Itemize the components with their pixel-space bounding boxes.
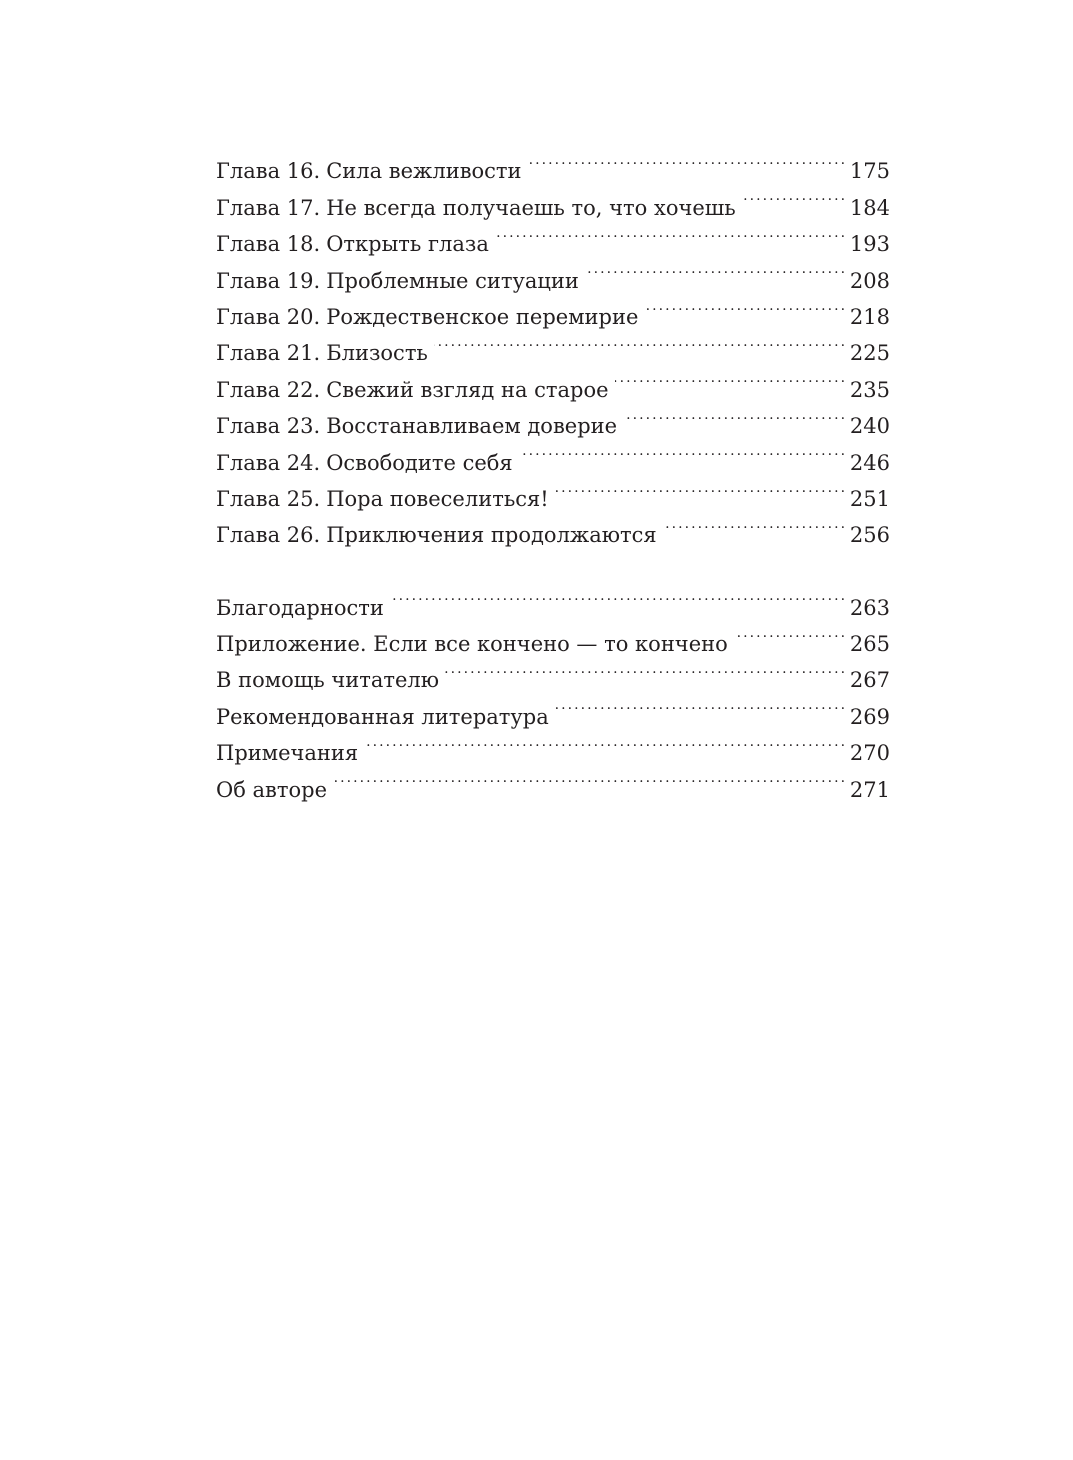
toc-chapter-label: Глава 20. xyxy=(216,304,321,329)
toc-page-number: 208 xyxy=(849,268,890,293)
toc-chapter-title: Приключения продолжаются xyxy=(326,523,657,548)
toc-chapter-label: Глава 23. xyxy=(216,414,321,439)
dot-leader xyxy=(333,760,844,796)
dot-leader xyxy=(623,397,844,433)
dot-leader xyxy=(734,615,844,651)
toc-page-number: 269 xyxy=(849,704,890,729)
toc-chapter-title: Свежий взгляд на старое xyxy=(326,377,609,402)
toc-entry-title: Благодарности xyxy=(216,595,384,620)
table-of-contents xyxy=(216,142,890,802)
toc-entry-title: Приложение. Если все кончено — то кончено xyxy=(216,632,728,657)
toc-entry[interactable] xyxy=(216,578,890,620)
dot-leader xyxy=(644,288,844,324)
dot-leader xyxy=(585,251,844,287)
toc-chapter-title: Сила вежливости xyxy=(326,159,522,184)
toc-page-number: 270 xyxy=(849,741,890,766)
dot-leader xyxy=(519,433,844,469)
toc-chapter-title: Пора повеселиться! xyxy=(326,486,549,511)
toc-page-number: 246 xyxy=(849,450,890,475)
dot-leader xyxy=(555,687,844,723)
toc-page-number: 263 xyxy=(849,595,890,620)
toc-entry-title xyxy=(216,153,522,189)
toc-chapter-title: Не всегда получаешь то, что хочешь xyxy=(326,195,736,220)
toc-page-number: 175 xyxy=(849,159,890,184)
dot-leader xyxy=(615,360,844,396)
toc-entry-title xyxy=(216,263,579,299)
dot-leader xyxy=(555,470,844,506)
toc-chapter-label: Глава 25. xyxy=(216,486,321,511)
dot-leader xyxy=(445,651,844,687)
toc-page-number: 271 xyxy=(849,777,890,802)
toc-entry-title: Об авторе xyxy=(216,777,328,802)
toc-page-number: 267 xyxy=(849,668,890,693)
dot-leader xyxy=(364,724,844,760)
toc-chapter-label: Глава 26. xyxy=(216,523,321,548)
toc-entry-title xyxy=(216,445,513,481)
toc-chapter-label: Глава 16. xyxy=(216,159,321,184)
toc-chapter-title: Освободите себя xyxy=(326,450,513,475)
toc-chapter-title: Открыть глаза xyxy=(326,232,489,257)
toc-chapter-label: Глава 22. xyxy=(216,377,321,402)
toc-entry[interactable] xyxy=(216,142,890,184)
dot-leader xyxy=(528,142,844,178)
toc-entry-title xyxy=(216,226,489,262)
dot-leader xyxy=(390,578,844,614)
toc-entry-title: В помощь читателю xyxy=(216,668,440,693)
toc-entry-title xyxy=(216,517,657,553)
toc-entry-title: Примечания xyxy=(216,741,359,766)
toc-page-number: 225 xyxy=(849,341,890,366)
toc-chapter-label: Глава 18. xyxy=(216,232,321,257)
toc-page-number: 184 xyxy=(849,195,890,220)
toc-page-number: 251 xyxy=(849,486,890,511)
toc-entry-title xyxy=(216,372,609,408)
toc-page-number: 218 xyxy=(849,304,890,329)
toc-page-number: 235 xyxy=(849,377,890,402)
dot-leader xyxy=(495,215,844,251)
toc-chapter-title: Рождественское перемирие xyxy=(326,304,639,329)
toc-entry-title xyxy=(216,335,428,371)
dot-leader xyxy=(742,178,844,214)
toc-chapter-label: Глава 21. xyxy=(216,341,321,366)
chapters-list xyxy=(216,142,890,548)
toc-chapter-label: Глава 17. xyxy=(216,195,321,220)
toc-chapter-title: Проблемные ситуации xyxy=(326,268,579,293)
toc-entry-title: Рекомендованная литература xyxy=(216,704,549,729)
toc-page-number: 240 xyxy=(849,414,890,439)
toc-chapter-label: Глава 19. xyxy=(216,268,321,293)
toc-page-number: 193 xyxy=(849,232,890,257)
toc-chapter-title: Восстанавливаем доверие xyxy=(326,414,618,439)
toc-chapter-label: Глава 24. xyxy=(216,450,321,475)
toc-chapter-title: Близость xyxy=(326,341,428,366)
toc-entry-title xyxy=(216,481,549,517)
toc-page-number: 256 xyxy=(849,523,890,548)
toc-page-number: 265 xyxy=(849,632,890,657)
dot-leader xyxy=(434,324,844,360)
back-matter-list xyxy=(216,578,890,802)
dot-leader xyxy=(663,506,844,542)
